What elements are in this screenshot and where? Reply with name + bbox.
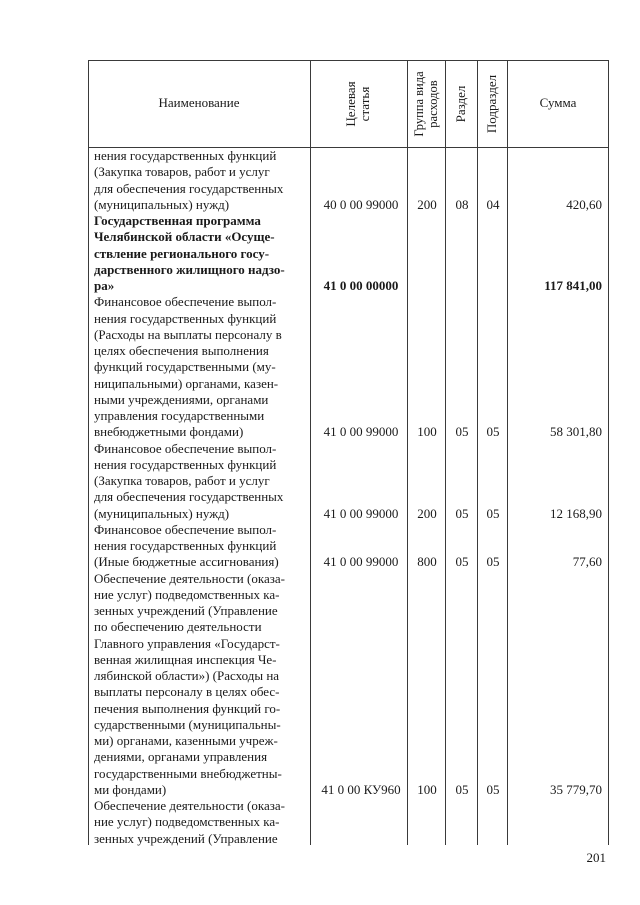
row-name-line: (Закупка товаров, работ и услуг — [94, 164, 270, 180]
row-subsection: 05 — [486, 505, 500, 521]
row-name — [94, 213, 305, 294]
row-name — [94, 798, 305, 847]
row-section: 05 — [455, 505, 469, 521]
header-name: Наименование — [158, 95, 240, 110]
row-name-line: целях обеспечения выполнения — [94, 343, 269, 358]
header-subsection — [483, 60, 501, 148]
row-name-line: (Расходы на выплаты персоналу в — [94, 326, 282, 342]
row-name-line: для обеспечения государственных — [94, 180, 284, 196]
row-name-line: Государственная программа — [94, 213, 261, 228]
row-expense-group: 100 — [417, 781, 437, 797]
row-name-line: (муниципальных) нужд) — [94, 505, 230, 521]
row-name-line: Обеспечение деятельности (оказа- — [94, 570, 285, 586]
row-name-line: ние услуг) подведомственных ка- — [94, 586, 280, 602]
table-top-border — [88, 60, 609, 61]
row-amount: 117 841,00 — [544, 278, 602, 293]
col-divider-section — [477, 60, 478, 845]
row-amount: 58 301,80 — [550, 424, 602, 440]
row-name-line: внебюджетными фондами) — [94, 424, 244, 440]
row-subsection: 05 — [486, 554, 500, 570]
row-name-line: ми) органами, казенными учреж- — [94, 733, 278, 748]
header-section — [452, 74, 470, 134]
row-target-article: 41 0 00 КУ960 — [321, 781, 401, 797]
row-name-line: лябинской области») (Расходы на — [94, 668, 280, 683]
col-divider-name — [310, 60, 311, 845]
row-name-line: Челябинской области «Осуще- — [94, 229, 275, 245]
row-name-line: зенных учреждений (Управление — [94, 830, 278, 846]
row-name-line: функций государственными (му- — [94, 359, 276, 375]
table-right-border — [608, 60, 609, 845]
row-name-line: ра» — [94, 278, 115, 293]
row-name-line: нения государственных функций — [94, 456, 277, 472]
row-section: 05 — [455, 424, 469, 440]
row-expense-group: 100 — [417, 424, 437, 440]
row-section: 05 — [455, 554, 469, 570]
row-name-line: зенных учреждений (Управление — [94, 603, 278, 618]
row-name-line: для обеспечения государственных — [94, 489, 284, 505]
row-name-line: ными учреждениями, органами — [94, 391, 269, 407]
row-name — [94, 441, 305, 522]
row-expense-group: 200 — [417, 505, 437, 521]
row-name-line: печения выполнения функций го- — [94, 700, 281, 716]
row-section: 08 — [455, 196, 469, 212]
row-name-line: нения государственных функций — [94, 538, 277, 553]
row-name-line: Финансовое обеспечение выпол- — [94, 521, 277, 537]
row-amount: 77,60 — [572, 554, 602, 570]
row-target-article: 41 0 00 00000 — [323, 278, 399, 293]
row-name-line: нения государственных функций — [94, 310, 277, 326]
row-name-line: (Иные бюджетные ассигнования) — [94, 554, 279, 570]
col-divider-subsection — [507, 60, 508, 845]
row-name-line: ниципальными) органами, казен- — [94, 375, 279, 391]
table-left-border — [88, 60, 89, 845]
header-expense-group — [407, 64, 445, 144]
row-name-line: ние услуг) подведомственных ка- — [94, 814, 280, 830]
header-target-article-text: Целевая статья — [343, 81, 372, 127]
row-name-line: управления государственными — [94, 408, 265, 423]
header-section-text: Раздел — [453, 85, 468, 123]
row-name-line: венная жилищная инспекция Че- — [94, 651, 277, 667]
page-number: 201 — [586, 850, 606, 865]
row-amount: 35 779,70 — [550, 781, 602, 797]
row-amount: 12 168,90 — [550, 505, 602, 521]
row-name — [94, 571, 305, 799]
row-name-line: Финансовое обеспечение выпол- — [94, 440, 277, 456]
row-name-line: Главного управления «Государст- — [94, 635, 280, 651]
header-expense-group-text: Группа вида расходов — [412, 71, 440, 137]
row-name-line: государственными внебюджетны- — [94, 765, 282, 781]
header-subsection-text: Подраздел — [484, 74, 499, 134]
row-name-line: (муниципальных) нужд) — [94, 196, 230, 212]
row-name — [94, 522, 305, 571]
row-name-line: нения государственных функций — [94, 148, 277, 163]
row-name-line: дарственного жилищного надзо- — [94, 261, 285, 277]
row-name-line: Финансовое обеспечение выпол- — [94, 294, 277, 310]
row-expense-group: 800 — [417, 554, 437, 570]
row-target-article: 40 0 00 99000 — [323, 196, 399, 212]
row-expense-group: 200 — [417, 196, 437, 212]
row-subsection: 05 — [486, 424, 500, 440]
header-amount: Сумма — [539, 95, 577, 110]
row-name-line: по обеспечению деятельности — [94, 619, 262, 635]
row-name-line: ми фондами) — [94, 781, 167, 797]
row-subsection: 04 — [486, 196, 500, 212]
row-amount: 420,60 — [566, 196, 602, 212]
row-name — [94, 148, 305, 213]
row-name-line: сударственными (муниципальны- — [94, 716, 281, 732]
header-target-article — [338, 64, 378, 144]
row-name-line: Обеспечение деятельности (оказа- — [94, 798, 285, 813]
row-name-line: выплаты персоналу в целях обес- — [94, 684, 280, 700]
row-subsection: 05 — [486, 781, 500, 797]
row-target-article: 41 0 00 99000 — [323, 424, 399, 440]
col-divider-group — [445, 60, 446, 845]
row-name-line: дениями, органами управления — [94, 749, 268, 765]
row-name — [94, 294, 305, 440]
row-target-article: 41 0 00 99000 — [323, 554, 399, 570]
row-target-article: 41 0 00 99000 — [323, 505, 399, 521]
row-name-line: (Закупка товаров, работ и услуг — [94, 473, 270, 488]
row-section: 05 — [455, 781, 469, 797]
row-name-line: ствление регионального госу- — [94, 245, 270, 261]
col-divider-code — [407, 60, 408, 845]
